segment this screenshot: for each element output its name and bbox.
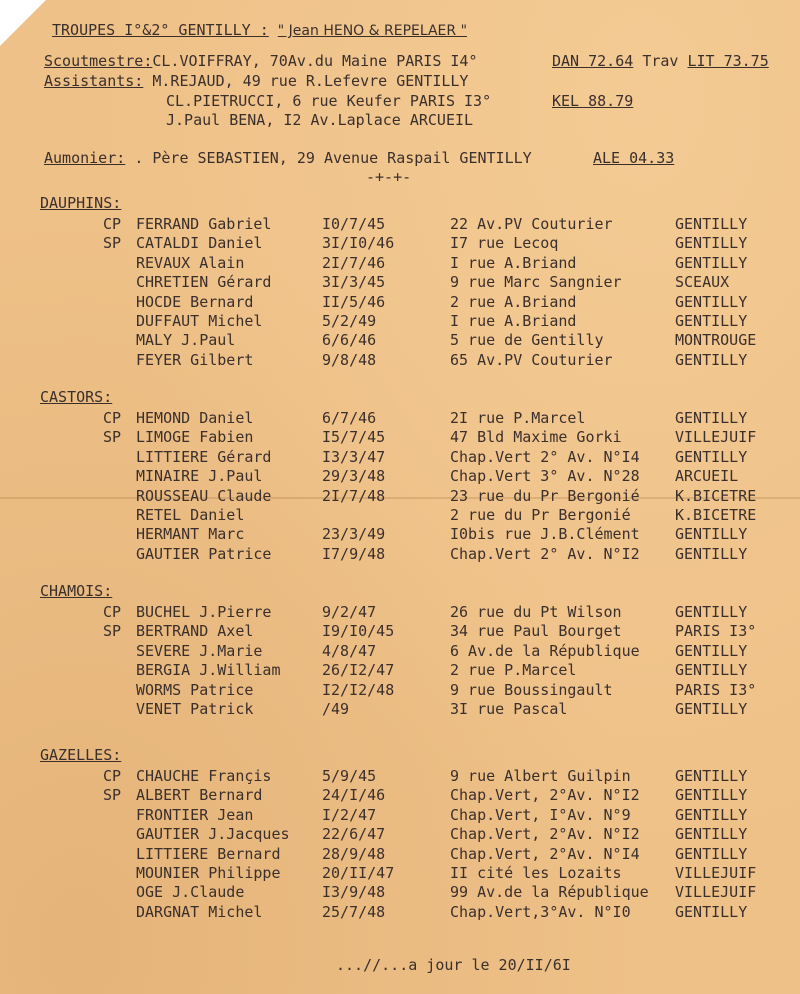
member-city: SCEAUX	[675, 273, 730, 291]
member-role: SP	[103, 622, 122, 640]
member-name: BUCHEL J.Pierre	[136, 603, 272, 621]
member-date: 2I/7/46	[322, 254, 386, 272]
member-date: 20/II/47	[322, 864, 395, 882]
member-name: MOUNIER Philippe	[136, 864, 281, 882]
member-city: GENTILLY	[675, 293, 748, 311]
assistant-line-1	[44, 72, 468, 90]
member-name: VENET Patrick	[136, 700, 254, 718]
member-address: Chap.Vert 2° Av. N°I2	[450, 545, 640, 563]
member-row	[0, 215, 800, 233]
member-date: I2/I2/48	[322, 681, 395, 699]
member-city: GENTILLY	[675, 825, 748, 843]
member-date: 26/I2/47	[322, 661, 395, 679]
member-row	[0, 293, 800, 311]
member-city: GENTILLY	[675, 767, 748, 785]
member-address: 3I rue Pascal	[450, 700, 568, 718]
member-date: 28/9/48	[322, 845, 386, 863]
member-row	[0, 864, 800, 882]
member-city: ARCUEIL	[675, 467, 739, 485]
member-date: 23/3/49	[322, 525, 386, 543]
member-row	[0, 903, 800, 921]
section-title: GAZELLES:	[40, 746, 122, 764]
member-name: LITTIERE Bernard	[136, 845, 281, 863]
member-city: GENTILLY	[675, 525, 748, 543]
member-row	[0, 467, 800, 485]
member-address: 99 Av.de la République	[450, 883, 649, 901]
chaplain-value: . Père SEBASTIEN, 29 Avenue Raspail GENTILLY	[134, 149, 532, 167]
member-date: 2I/7/48	[322, 487, 386, 505]
member-date: 9/2/47	[322, 603, 377, 621]
footer-update-note: ...//...a jour le 20/II/6I	[336, 956, 571, 974]
member-row	[0, 786, 800, 804]
torn-corner	[0, 0, 46, 46]
member-name: BERGIA J.William	[136, 661, 281, 679]
member-city: PARIS I3°	[675, 681, 757, 699]
member-city: GENTILLY	[675, 642, 748, 660]
chaplain-line	[44, 149, 532, 167]
member-city: VILLEJUIF	[675, 864, 757, 882]
separator: -+-+-	[366, 168, 412, 186]
assistant-1: M.REJAUD, 49 rue R.Lefevre GENTILLY	[152, 72, 469, 90]
member-name: LIMOGE Fabien	[136, 428, 254, 446]
member-address: 9 rue Marc Sangnier	[450, 273, 622, 291]
member-row	[0, 312, 800, 330]
member-city: VILLEJUIF	[675, 428, 757, 446]
member-name: CATALDI Daniel	[136, 234, 263, 252]
assistant-2-phone: KEL 88.79	[552, 92, 634, 110]
member-name: DARGNAT Michel	[136, 903, 263, 921]
troop-patron: " Jean HENO & REPELAER "	[277, 23, 468, 39]
member-address: 5 rue de Gentilly	[450, 331, 604, 349]
member-city: GENTILLY	[675, 806, 748, 824]
member-address: 9 rue Boussingault	[450, 681, 613, 699]
member-row	[0, 428, 800, 446]
member-address: Chap.Vert 2° Av. N°I4	[450, 448, 640, 466]
member-date: 3I/3/45	[322, 273, 386, 291]
member-date: 5/9/45	[322, 767, 377, 785]
section-title: DAUPHINS:	[40, 194, 122, 212]
member-name: RETEL Daniel	[136, 506, 245, 524]
member-address: 26 rue du Pt Wilson	[450, 603, 622, 621]
member-date: 22/6/47	[322, 825, 386, 843]
member-city: GENTILLY	[675, 215, 748, 233]
member-city: GENTILLY	[675, 448, 748, 466]
member-row	[0, 681, 800, 699]
assistant-2: CL.PIETRUCCI, 6 rue Keufer PARIS I3°	[166, 92, 492, 110]
scoutmaster-value: CL.VOIFFRAY, 70Av.du Maine PARIS I4°	[152, 52, 478, 70]
member-name: CHAUCHE Françis	[136, 767, 272, 785]
assistant-3: J.Paul BENA, I2 Av.Laplace ARCUEIL	[166, 111, 474, 129]
member-address: 9 rue Albert Guilpin	[450, 767, 631, 785]
member-date: 3I/I0/46	[322, 234, 395, 252]
section-title: CHAMOIS:	[40, 582, 113, 600]
member-date: 4/8/47	[322, 642, 377, 660]
member-date: I/2/47	[322, 806, 377, 824]
member-date: 6/7/46	[322, 409, 377, 427]
member-address: 2 rue P.Marcel	[450, 661, 577, 679]
member-role: CP	[103, 215, 122, 233]
member-date: 5/2/49	[322, 312, 377, 330]
member-date: 24/I/46	[322, 786, 386, 804]
member-address: Chap.Vert 3° Av. N°28	[450, 467, 640, 485]
phone-trav-label: Trav	[642, 52, 679, 70]
member-city: PARIS I3°	[675, 622, 757, 640]
member-date: 9/8/48	[322, 351, 377, 369]
member-city: GENTILLY	[675, 351, 748, 369]
member-name: GAUTIER J.Jacques	[136, 825, 290, 843]
chaplain-label: Aumonier:	[44, 149, 126, 167]
member-row	[0, 806, 800, 824]
member-city: GENTILLY	[675, 545, 748, 563]
member-name: WORMS Patrice	[136, 681, 254, 699]
member-city: GENTILLY	[675, 661, 748, 679]
member-city: GENTILLY	[675, 312, 748, 330]
member-address: 6 Av.de la République	[450, 642, 640, 660]
member-address: 2I rue P.Marcel	[450, 409, 586, 427]
member-name: OGE J.Claude	[136, 883, 245, 901]
member-address: 2 rue du Pr Bergonié	[450, 506, 631, 524]
scoutmaster-phones	[552, 52, 769, 70]
member-row	[0, 506, 800, 524]
member-address: I0bis rue J.B.Clément	[450, 525, 640, 543]
member-name: DUFFAUT Michel	[136, 312, 263, 330]
member-date: /49	[322, 700, 350, 718]
member-date: I9/I0/45	[322, 622, 395, 640]
member-name: HERMANT Marc	[136, 525, 245, 543]
member-role: CP	[103, 409, 122, 427]
member-date: II/5/46	[322, 293, 386, 311]
member-name: BERTRAND Axel	[136, 622, 254, 640]
member-name: GAUTIER Patrice	[136, 545, 272, 563]
member-row	[0, 448, 800, 466]
member-city: GENTILLY	[675, 903, 748, 921]
member-row	[0, 331, 800, 349]
member-city: GENTILLY	[675, 845, 748, 863]
member-city: VILLEJUIF	[675, 883, 757, 901]
member-address: 34 rue Paul Bourget	[450, 622, 622, 640]
member-name: MINAIRE J.Paul	[136, 467, 263, 485]
member-name: FEYER Gilbert	[136, 351, 254, 369]
member-address: II cité les Lozaits	[450, 864, 622, 882]
member-role: SP	[103, 234, 122, 252]
member-row	[0, 642, 800, 660]
member-address: Chap.Vert,3°Av. N°I0	[450, 903, 631, 921]
member-name: FERRAND Gabriel	[136, 215, 272, 233]
member-address: Chap.Vert, 2°Av. N°I2	[450, 825, 640, 843]
member-address: 22 Av.PV Couturier	[450, 215, 613, 233]
member-row	[0, 622, 800, 640]
phone-dan: DAN 72.64	[552, 52, 634, 70]
member-row	[0, 603, 800, 621]
member-name: ALBERT Bernard	[136, 786, 263, 804]
member-date: I5/7/45	[322, 428, 386, 446]
member-date: I3/3/47	[322, 448, 386, 466]
member-address: I rue A.Briand	[450, 312, 577, 330]
member-row	[0, 487, 800, 505]
member-row	[0, 700, 800, 718]
member-role: CP	[103, 767, 122, 785]
member-role: SP	[103, 786, 122, 804]
member-city: GENTILLY	[675, 700, 748, 718]
member-date: I3/9/48	[322, 883, 386, 901]
member-city: K.BICETRE	[675, 487, 757, 505]
member-row	[0, 883, 800, 901]
member-city: GENTILLY	[675, 254, 748, 272]
member-city: K.BICETRE	[675, 506, 757, 524]
member-address: I rue A.Briand	[450, 254, 577, 272]
member-address: 2 rue A.Briand	[450, 293, 577, 311]
member-date: I7/9/48	[322, 545, 386, 563]
member-date: I0/7/45	[322, 215, 386, 233]
member-address: 47 Bld Maxime Gorki	[450, 428, 622, 446]
member-city: GENTILLY	[675, 603, 748, 621]
member-row	[0, 825, 800, 843]
member-name: FRONTIER Jean	[136, 806, 254, 824]
member-row	[0, 845, 800, 863]
scoutmaster-line	[44, 52, 477, 70]
member-row	[0, 661, 800, 679]
member-name: HEMOND Daniel	[136, 409, 254, 427]
member-address: Chap.Vert, I°Av. N°9	[450, 806, 631, 824]
member-row	[0, 234, 800, 252]
phone-lit: LIT 73.75	[687, 52, 769, 70]
member-address: 23 rue du Pr Bergonié	[450, 487, 640, 505]
member-date: 6/6/46	[322, 331, 377, 349]
member-city: GENTILLY	[675, 234, 748, 252]
member-row	[0, 351, 800, 369]
section-title: CASTORS:	[40, 388, 113, 406]
member-address: 65 Av.PV Couturier	[450, 351, 613, 369]
member-name: LITTIERE Gérard	[136, 448, 272, 466]
member-row	[0, 409, 800, 427]
member-name: SEVERE J.Marie	[136, 642, 263, 660]
member-row	[0, 545, 800, 563]
member-city: MONTROUGE	[675, 331, 757, 349]
member-city: GENTILLY	[675, 786, 748, 804]
troop-title	[52, 21, 467, 40]
chaplain-phone: ALE 04.33	[593, 149, 675, 167]
member-address: Chap.Vert, 2°Av. N°I4	[450, 845, 640, 863]
member-address: Chap.Vert, 2°Av. N°I2	[450, 786, 640, 804]
member-row	[0, 273, 800, 291]
member-name: MALY J.Paul	[136, 331, 236, 349]
member-name: REVAUX Alain	[136, 254, 245, 272]
member-name: CHRETIEN Gérard	[136, 273, 272, 291]
member-date: 25/7/48	[322, 903, 386, 921]
member-role: CP	[103, 603, 122, 621]
member-row	[0, 767, 800, 785]
troop-name: TROUPES I°&2° GENTILLY :	[52, 21, 269, 39]
member-role: SP	[103, 428, 122, 446]
member-name: ROUSSEAU Claude	[136, 487, 272, 505]
member-row	[0, 525, 800, 543]
member-address: I7 rue Lecoq	[450, 234, 559, 252]
member-date: 29/3/48	[322, 467, 386, 485]
scoutmaster-label: Scoutmestre:	[44, 52, 153, 70]
assistants-label: Assistants:	[44, 72, 144, 90]
member-city: GENTILLY	[675, 409, 748, 427]
member-name: HOCDE Bernard	[136, 293, 254, 311]
member-row	[0, 254, 800, 272]
